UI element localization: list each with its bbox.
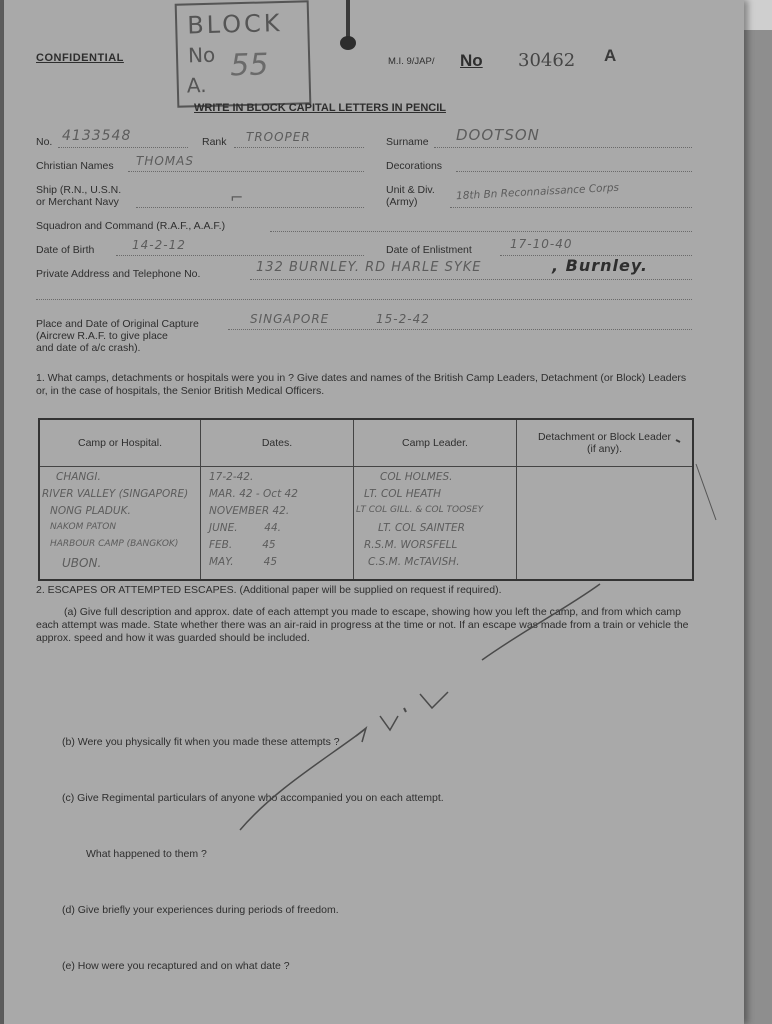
question-2c-followup: What happened to them ?	[86, 848, 207, 860]
serial-suffix: A	[604, 46, 617, 65]
ship-label-1: Ship (R.N., U.S.N.	[36, 184, 122, 196]
camp-entry: NONG PLADUK.	[50, 505, 131, 517]
leader-entry: COL HOLMES.	[380, 471, 453, 483]
leader-entry: LT. COL SAINTER	[378, 522, 465, 534]
question-2d: (d) Give briefly your experiences during periods of freedom.	[62, 904, 339, 916]
question-2e: (e) How were you recaptured and on what date ?	[62, 960, 290, 972]
unit-value: 18th Bn Reconnaissance Corps	[455, 181, 620, 203]
capture-place-value: SINGAPORE	[250, 312, 330, 326]
header-camp: Camp or Hospital.	[39, 419, 201, 467]
camp-entry: NAKOM PATON	[50, 522, 117, 532]
camp-entry: CHANGI.	[56, 471, 101, 483]
address-label: Private Address and Telephone No.	[36, 268, 201, 280]
instruction-text: WRITE IN BLOCK CAPITAL LETTERS IN PENCIL	[194, 102, 446, 114]
date-entry: NOVEMBER 42.	[209, 505, 290, 517]
date-entry: JUNE. 44.	[209, 522, 282, 534]
rank-label: Rank	[202, 136, 227, 148]
unit-label-1: Unit & Div.	[386, 184, 435, 196]
date-entry: MAY. 45	[209, 556, 278, 568]
decorations-label: Decorations	[386, 160, 443, 172]
leader-entry: LT COL GILL. & COL TOOSEY	[356, 505, 484, 515]
header-camp-leader: Camp Leader.	[354, 419, 517, 467]
camp-entry: RIVER VALLEY (SINGAPORE)	[42, 488, 189, 500]
address-value: 132 BURNLEY. RD HARLE SYKE	[256, 260, 482, 275]
address-value-town: , Burnley.	[552, 256, 648, 275]
question-2a: (a) Give full description and approx. date of each attempt you made to escape, showing how you left the camp, and from which camp each attempt was made. State whether there was an air-raid in progress at the time or not. If an escape was made from a train or vehicle the approx. speed and how it was guarded should be included.	[36, 606, 689, 644]
question-2b: (b) Were you physically fit when you made these attempts ?	[62, 736, 340, 748]
rank-value: TROOPER	[246, 130, 311, 144]
surname-label: Surname	[386, 136, 429, 148]
camp-entry: HARBOUR CAMP (BANGKOK)	[50, 539, 179, 549]
confidential-label: CONFIDENTIAL	[36, 52, 124, 64]
christian-names-label: Christian Names	[36, 160, 114, 172]
document-page	[4, 0, 744, 1024]
unit-label-2: (Army)	[386, 196, 418, 208]
leader-entry: LT. COL HEATH	[364, 488, 442, 500]
date-of-birth-value: 14-2-12	[132, 238, 186, 252]
pencil-marks	[4, 0, 744, 1024]
leader-entry: R.S.M. WORSFELL	[364, 539, 458, 551]
date-entry: FEB. 45	[209, 539, 276, 551]
squadron-label: Squadron and Command (R.A.F., A.A.F.)	[36, 220, 226, 232]
capture-date-value: 15-2-42	[376, 312, 430, 326]
capture-label-1: Place and Date of Original Capture	[36, 318, 199, 330]
stamp-line-3: A.	[186, 72, 207, 98]
enlistment-label: Date of Enlistment	[386, 244, 472, 256]
enlistment-value: 17-10-40	[510, 237, 573, 251]
date-entry: MAR. 42 - Oct 42	[209, 488, 298, 500]
number-label: No	[460, 51, 483, 70]
ship-value-mark: ⌐	[230, 188, 245, 207]
question-1: 1. What camps, detachments or hospitals were you in ? Give dates and names of the British Camp Leaders, Detachment (or Block) Leaders or, in the case of hospitals, the Senior British Medical Officers.	[36, 372, 687, 397]
ship-label-2: or Merchant Navy	[36, 196, 119, 208]
stamp-line-1: BLOCK	[186, 8, 283, 40]
stamp-line-2: No	[187, 42, 216, 68]
capture-label-2: (Aircrew R.A.F. to give place	[36, 330, 168, 342]
header-detachment-leader: Detachment or Block Leader (if any).	[517, 419, 694, 467]
stamp-number: 55	[229, 47, 269, 84]
serial-number: 30462	[518, 50, 576, 71]
surname-value: DOOTSON	[456, 126, 540, 144]
service-number-value: 4133548	[62, 128, 132, 144]
form-reference: M.I. 9/JAP/	[388, 56, 435, 67]
date-of-birth-label: Date of Birth	[36, 244, 95, 256]
leader-entry: C.S.M. McTAVISH.	[368, 556, 460, 568]
capture-label-3: and date of a/c crash).	[36, 342, 141, 354]
date-entry: 17-2-42.	[209, 471, 254, 483]
camp-entry: UBON.	[62, 556, 102, 570]
service-number-label: No.	[36, 136, 53, 148]
header-dates: Dates.	[201, 419, 354, 467]
christian-names-value: THOMAS	[136, 154, 194, 168]
question-2-heading: 2. ESCAPES OR ATTEMPTED ESCAPES. (Additional paper will be supplied on request if required).	[36, 584, 502, 596]
question-2c: (c) Give Regimental particulars of anyone who accompanied you on each attempt.	[62, 792, 444, 804]
